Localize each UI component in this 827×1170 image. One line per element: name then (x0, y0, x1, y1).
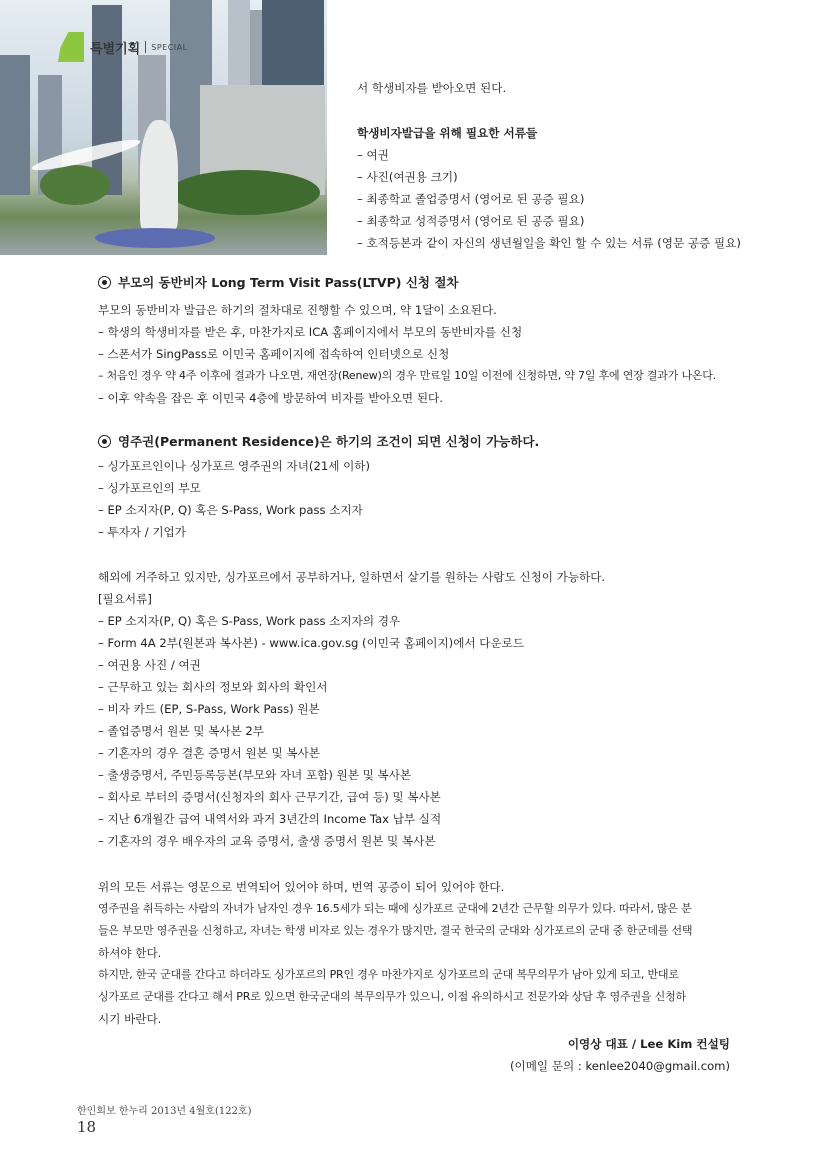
body-line: – 처음인 경우 약 4주 이후에 결과가 나오면, 재연장(Renew)의 경우 만료일 10일 이전에 신청하면, 약 7일 후에 연장 결과가 나온다. (98, 369, 717, 382)
docs-title: [필요서류] (98, 592, 152, 606)
author-signature: 이영상 대표 / Lee Kim 컨설팅 (567, 1037, 730, 1051)
tag-leaf-icon (58, 32, 84, 62)
closing-line: 하지만, 한국 군대를 간다고 하더라도 싱가포르의 PR인 경우 마찬가지로 싱가포르의 군대 복무의무가 남아 있게 되고, 반대로 (98, 968, 679, 981)
body-line: 부모의 동반비자 발급은 하기의 절차대로 진행할 수 있으며, 약 1달이 소요된다. (98, 303, 497, 317)
statue-base (95, 228, 215, 248)
section-label: 특별기획 (90, 41, 141, 57)
doc-item: – 근무하고 있는 회사의 정보와 회사의 확인서 (98, 680, 328, 694)
section-heading (98, 275, 459, 291)
body-line: – 학생의 학생비자를 받은 후, 마찬가지로 ICA 홈페이지에서 부모의 동반비자를 신청 (98, 325, 523, 339)
tree-shape (40, 165, 110, 205)
section-heading-text: 부모의 동반비자 Long Term Visit Pass(LTVP) 신청 절차 (118, 275, 459, 290)
doc-item: – 여권용 사진 / 여권 (98, 658, 201, 672)
tag-divider (145, 41, 146, 53)
closing-line: 들은 부모만 영주권을 신청하고, 자녀는 학생 비자로 있는 경우가 많지만, 결국 한국의 군대와 싱가포르의 군대 중 한군데를 선택 (98, 924, 693, 937)
doc-item: – 비자 카드 (EP, S-Pass, Work Pass) 원본 (98, 702, 320, 716)
tree-shape (170, 170, 320, 215)
body-line: – 스폰서가 SingPass로 이민국 홈페이지에 접속하여 인터넷으로 신청 (98, 347, 450, 361)
doc-item: – EP 소지자(P, Q) 혹은 S-Pass, Work pass 소지자의 경우 (98, 614, 401, 628)
closing-line: 위의 모든 서류는 영문으로 번역되어 있어야 하며, 번역 공증이 되어 있어야 한다. (98, 880, 505, 894)
header-photo (0, 0, 327, 255)
doc-item: – 출생증명서, 주민등록등본(부모와 자녀 포함) 원본 및 복사본 (98, 768, 412, 782)
author-email: (이메일 문의 : kenlee2040@gmail.com) (509, 1059, 730, 1073)
section-heading (98, 434, 539, 450)
publication-info: 한인회보 한누리 2013년 4월호(122호) (77, 1106, 252, 1117)
continuation-line: 서 학생비자를 받아오면 된다. (357, 81, 507, 95)
body-line: – 투자자 / 기업가 (98, 525, 186, 539)
doc-item: – 기혼자의 경우 배우자의 교육 증명서, 출생 증명서 원본 및 복사본 (98, 834, 436, 848)
list-title: 학생비자발급을 위해 필요한 서류들 (357, 126, 538, 140)
body-line: – EP 소지자(P, Q) 혹은 S-Pass, Work pass 소지자 (98, 503, 363, 517)
page-number: 18 (77, 1118, 97, 1136)
doc-item: – 지난 6개월간 급여 내역서와 과거 3년간의 Income Tax 납부 실적 (98, 812, 442, 826)
closing-line: 시기 바란다. (98, 1012, 162, 1026)
body-paragraph: 해외에 거주하고 있지만, 싱가포르에서 공부하거나, 일하면서 살기를 원하는 사람도 신청이 가능하다. (98, 570, 606, 584)
merlion-statue (140, 120, 178, 230)
section-heading-text: 영주권(Permanent Residence)은 하기의 조건이 되면 신청이 가능하다. (118, 434, 540, 449)
body-line: – 싱가포르인의 부모 (98, 481, 201, 495)
body-line: – 이후 약속을 잡은 후 이민국 4층에 방문하여 비자를 받아오면 된다. (98, 391, 443, 405)
target-bullet-icon (98, 435, 111, 448)
closing-line: 영주권을 취득하는 사람의 자녀가 남자인 경우 16.5세가 되는 때에 싱가포르 군대에 2년간 근무할 의무가 있다. 따라서, 많은 분 (98, 902, 692, 915)
section-tag (58, 32, 188, 62)
list-item: – 사진(여권용 크기) (357, 170, 458, 184)
list-item: – 여권 (357, 148, 389, 162)
list-item: – 호적등본과 같이 자신의 생년월일을 확인 할 수 있는 서류 (영문 공증 필요) (357, 236, 741, 250)
doc-item: – 졸업증명서 원본 및 복사본 2부 (98, 724, 264, 738)
closing-line: 싱가포르 군대를 간다고 해서 PR로 있으면 한국군대의 복무의무가 있으니, 이점 유의하시고 전문가와 상담 후 영주권을 신청하 (98, 990, 686, 1003)
target-bullet-icon (98, 276, 111, 289)
list-item: – 최종학교 성적증명서 (영어로 된 공증 필요) (357, 214, 585, 228)
section-sub-label: SPECIAL (151, 42, 188, 52)
body-line: – 싱가포르인이나 싱가포르 영주권의 자녀(21세 이하) (98, 459, 371, 473)
list-item: – 최종학교 졸업증명서 (영어로 된 공증 필요) (357, 192, 585, 206)
doc-item: – Form 4A 2부(원본과 복사본) - www.ica.gov.sg (이민국 홈페이지)에서 다운로드 (98, 636, 525, 650)
doc-item: – 회사로 부터의 증명서(신청자의 회사 근무기간, 급여 등) 및 복사본 (98, 790, 441, 804)
building-shape (0, 55, 30, 195)
closing-line: 하셔야 한다. (98, 946, 162, 960)
doc-item: – 기혼자의 경우 결혼 증명서 원본 및 복사본 (98, 746, 320, 760)
